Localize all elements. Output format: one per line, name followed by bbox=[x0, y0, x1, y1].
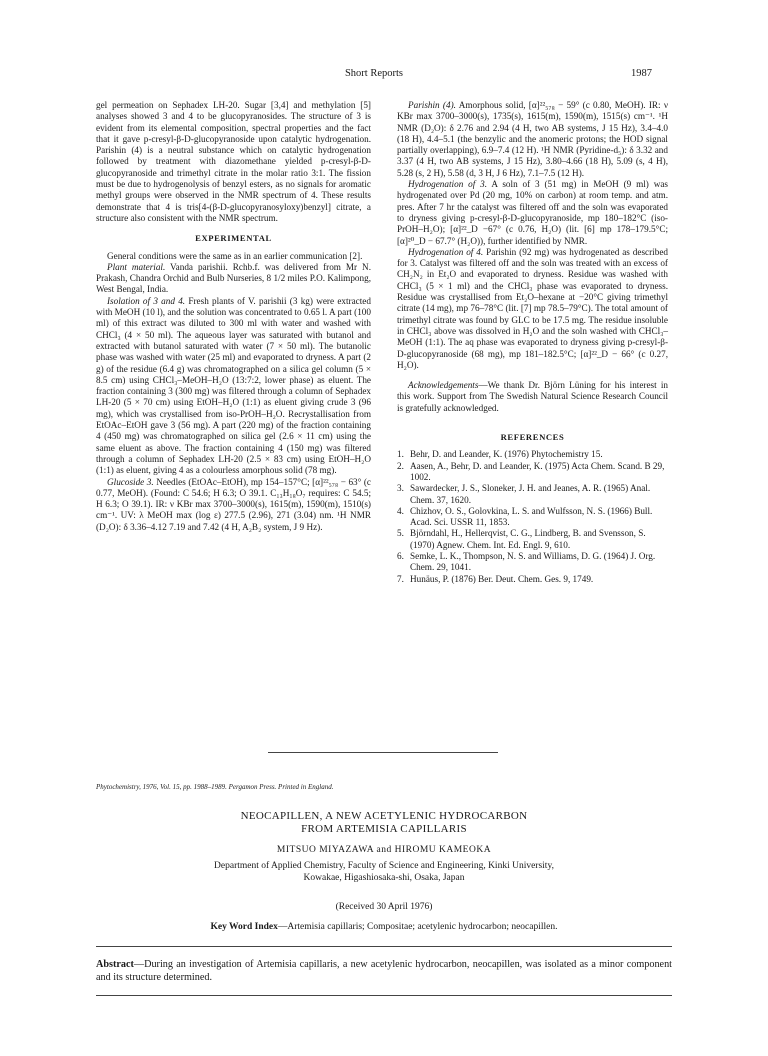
parishin-text: Amorphous solid, [α]²²₅₇₈ − 59° (c 0.80, MeOH). IR: ν KBr max 3700–3000(s), 1735(s), 1615(m), 1590(m), 1515(s) cm⁻¹. ¹H NMR (D₂O): δ 2.76 and 2.94 (4 H, two AB systems, J 15 Hz), 3.4–4.0 (18 H), 4.4–5.1 (the benzylic and the anomeric protons; the HOD signal partially overlapping), 6.9–7.4 (12 H). ¹H NMR (Pyridine-d₅): δ 3.32 and 3.37 (4 H, two AB systems, J 15 Hz), 3.80–4.66 (18 H), 5.09 (s, 4 H), 5.28 (s, 2 H), 5.58 (d, 3 H, J 6 Hz), 7.1–7.5 (12 H). bbox=[397, 100, 668, 178]
spacer bbox=[397, 371, 668, 380]
abstract-top-rule bbox=[96, 946, 672, 947]
article-title-line-1: NEOCAPILLEN, A NEW ACETYLENIC HYDROCARBON bbox=[240, 810, 528, 822]
reference-item bbox=[397, 506, 668, 529]
reference-number: 1. bbox=[397, 449, 404, 460]
received-date: (Received 30 April 1976) bbox=[335, 902, 433, 912]
affiliation bbox=[96, 860, 672, 884]
abstract-label: Abstract bbox=[96, 959, 134, 970]
reference-text: Hunäus, P. (1876) Ber. Deut. Chem. Ges. 9, 1749. bbox=[410, 573, 594, 584]
reference-number: 3. bbox=[397, 483, 404, 494]
reference-item bbox=[397, 449, 668, 460]
spacer bbox=[397, 414, 668, 423]
experimental-heading: EXPERIMENTAL bbox=[195, 233, 272, 244]
key-word-index bbox=[96, 922, 672, 932]
plant-material-paragraph bbox=[96, 262, 371, 296]
isolation-text: Fresh plants of V. parishii (3 kg) were extracted with MeOH (10 l), and the solution was concentrated to 0.65 l. A part (100 ml) of this extract was diluted to 300 ml with water and washed with CHCl₃ (4 × 50 ml). The aqueous layer was saturated with butanol and extracted with butanol saturated with water (7 × 50 ml). The butanolic phase was washed with water (25 ml) and evaporated to dryness. A part (2 g) of the residue (6.4 g) was chromatographed on a silica gel column (5 × 8.5 cm) using CHCl₃–MeOH–H₂O (13:7:2, lower phase) as eluent. The fraction containing 3 (300 mg) was filtered through a column of Sephadex LH-20 (5 × 70 cm) using EtOH–H₂O (1:1) as eluent giving crude 3 (96 mg), which was crystallised from iso-PrOH–H₂O. Recrystallisation from EtOAc–EtOH gave 3 (56 mg). A part (220 mg) of the fraction containing 4 (450 mg) was chromatographed on silica gel (2.6 × 11 cm) using the same eluent as above. The fraction containing 4 (150 mg) was filtered through a column of Sephadex LH-20 (2.5 × 83 cm) using EtOH–H₂O (1:1) as eluent, giving 4 as a colourless amorphous solid (78 mg). bbox=[96, 295, 371, 476]
affiliation-line-1: Department of Applied Chemistry, Faculty of Science and Engineering, Kinki University, bbox=[214, 861, 554, 871]
article-title bbox=[96, 810, 672, 836]
reference-number: 7. bbox=[397, 573, 404, 584]
reference-text: Behr, D. and Leander, K. (1976) Phytochemistry 15. bbox=[410, 449, 603, 460]
hydrogenation-3-paragraph bbox=[397, 179, 668, 247]
reference-item bbox=[397, 461, 668, 484]
reference-item bbox=[397, 574, 668, 585]
reference-item bbox=[397, 551, 668, 574]
reference-text: Sawardecker, J. S., Sloneker, J. H. and Jeanes, A. R. (1965) Anal. Chem. 37, 1620. bbox=[410, 483, 651, 505]
acknowledgements-text: —We thank Dr. Björn Lüning for his interest in this work. Support from The Swedish Natural Science Research Council is gratefully acknowledged. bbox=[397, 380, 668, 413]
isolation-label: Isolation of 3 and 4. bbox=[107, 295, 186, 306]
reference-text: Aasen, A., Behr, D. and Leander, K. (1975) Acta Chem. Scand. B 29, 1002. bbox=[410, 460, 665, 482]
parishin-paragraph bbox=[397, 100, 668, 179]
reference-number: 5. bbox=[397, 528, 404, 539]
results-paragraph: gel permeation on Sephadex LH-20. Sugar [3,4] and methylation [5] analyses showed 3 and 4 to be glucopyranosides. The structure of 3 is evident from its elemental composition, spectral properties and the fact that it gave p-cresyl-β-D-glucopyranoside upon catalytic hydrogenation. Parishin (4) is a neutral substance which on catalytic hydrogenation followed by treatment with diazomethane yielded p-cresyl-β-D-glucopyranoside and trimethyl citrate in the molar ratio 3:1. The fission must be due to hydrogenolysis of benzyl esters, as no signals for aromatic methyl groups were observed in the NMR spectrum of 4. These results demonstrate that 4 is tris[4-(β-D-glucopyranosyloxy)benzyl] citrate, a structure also consistent with the NMR spectrum. bbox=[96, 100, 371, 223]
references-heading: REFERENCES bbox=[500, 432, 565, 443]
page-number: 1987 bbox=[631, 68, 652, 79]
running-head-title: Short Reports bbox=[344, 68, 404, 79]
journal-citation: Phytochemistry, 1976, Vol. 15, pp. 1988–1989. Pergamon Press. Printed in England. bbox=[96, 783, 334, 791]
hydrogenation-4-paragraph bbox=[397, 247, 668, 371]
reference-number: 6. bbox=[397, 550, 404, 561]
reference-number: 2. bbox=[397, 460, 404, 471]
reference-text: Chizhov, O. S., Golovkina, L. S. and Wulfsson, N. S. (1966) Bull. Acad. Sci. USSR 11, 1853. bbox=[410, 505, 653, 528]
glucoside-text: Needles (EtOAc–EtOH), mp 154–157°C; [α]²²₅₇₈ − 63° (c 0.77, MeOH). (Found: C 54.6; H 6.3; O 39.1. C₁₃H₁₈O₇ requires: C 54.5; H 6.3; O 39.1). IR: ν KBr max 3700–3000(s), 1615(m), 1590(m), 1510(s) cm⁻¹. UV: λ MeOH max (log ε) 277.5 (2.96), 271 (3.04) nm. ¹H NMR (D₂O): δ 3.36–4.12 7.19 and 7.42 (4 H, A₂B₂ system, J 9 Hz). bbox=[96, 476, 371, 532]
abstract-text: —During an investigation of Artemisia capillaris, a new acetylenic hydrocarbon, neocapillen, was isolated as a minor component and its structure determined. bbox=[96, 959, 672, 983]
hydrogenation-3-text: A soln of 3 (51 mg) in MeOH (9 ml) was hydrogenated over Pd (20 mg, 10% on carbon) at room temp. and atm. pres. After 7 hr the catalyst was filtered off and the soln was evaporated to dryness giving p-cresyl-β-D-glucopyranoside, mp 180–182°C (iso-PrOH–H₂O); [α]²²_D −67° (c 0.76, H₂O) (lit. [6] mp 178–179.5°C; [α]²⁰_D − 67.7° (H₂O)), further identified by NMR. bbox=[397, 179, 668, 246]
right-column bbox=[397, 100, 668, 585]
parishin-label: Parishin (4). bbox=[408, 100, 456, 110]
hydrogenation-3-label: Hydrogenation of 3. bbox=[408, 179, 488, 190]
isolation-paragraph bbox=[96, 296, 371, 477]
left-column bbox=[96, 100, 371, 533]
glucoside-paragraph bbox=[96, 477, 371, 533]
authors: MITSUO MIYAZAWA and HIROMU KAMEOKA bbox=[276, 845, 492, 855]
plant-material-label: Plant material. bbox=[107, 261, 166, 272]
acknowledgements-paragraph bbox=[397, 380, 668, 414]
article-title-line-2: FROM ARTEMISIA CAPILLARIS bbox=[301, 823, 467, 835]
abstract bbox=[96, 958, 672, 984]
reference-number: 4. bbox=[397, 505, 404, 516]
affiliation-line-2: Kowakae, Higashiosaka-shi, Osaka, Japan bbox=[303, 873, 465, 883]
reference-item bbox=[397, 483, 668, 506]
key-word-index-text: —Artemisia capillaris; Compositae; acetylenic hydrocarbon; neocapillen. bbox=[277, 922, 558, 932]
section-divider bbox=[268, 752, 498, 753]
key-word-index-label: Key Word Index bbox=[210, 922, 278, 932]
plant-material-text: Vanda parishii. Rchb.f. was delivered from Mr N. Prakash, Chandra Orchid and Bulb Nurseries, 8 1/2 miles P.O. Kalimpong, West Bengal, India. bbox=[96, 261, 371, 295]
general-conditions-paragraph: General conditions were the same as in an earlier communication [2]. bbox=[107, 250, 363, 261]
hydrogenation-4-label: Hydrogenation of 4. bbox=[408, 246, 484, 257]
hydrogenation-4-text: Parishin (92 mg) was hydrogenated as described for 3. Catalyst was filtered off and the soln was treated with an excess of CH₂N₂ in Et₂O and evaporated to dryness. Residue was washed with CHCl₃ (5 × 1 ml) and the CHCl₃ phase was evaporated to dryness. Residue was crystallised from Et₂O–hexane at −20°C giving trimethyl citrate (14 mg), mp 76–78°C (lit. [7] mp 78.5–79°C). The total amount of trimethyl citrate was found by GLC to be 17.5 mg. The residue insoluble in CHCl₃ above was dissolved in H₂O and the soln washed with CHCl₃–MeOH (1:1). The aq phase was evaporated to dryness giving p-cresyl-β-D-glucopyranoside (68 mg), mp 181–182.5°C; [α]²²_D − 66° (c 0.27, H₂O). bbox=[397, 246, 668, 370]
reference-text: Semke, L. K., Thompson, N. S. and Williams, D. G. (1964) J. Org. Chem. 29, 1041. bbox=[410, 550, 656, 573]
abstract-bottom-rule bbox=[96, 995, 672, 996]
glucoside-label: Glucoside 3. bbox=[107, 476, 154, 487]
reference-text: Björndahl, H., Hellerqvist, C. G., Lindberg, B. and Svensson, S. (1970) Agnew. Chem. Int. Ed. Engl. 9, 610. bbox=[410, 528, 646, 550]
references-list bbox=[397, 449, 668, 585]
acknowledgements-label: Acknowledgements bbox=[408, 380, 479, 391]
reference-item bbox=[397, 528, 668, 551]
